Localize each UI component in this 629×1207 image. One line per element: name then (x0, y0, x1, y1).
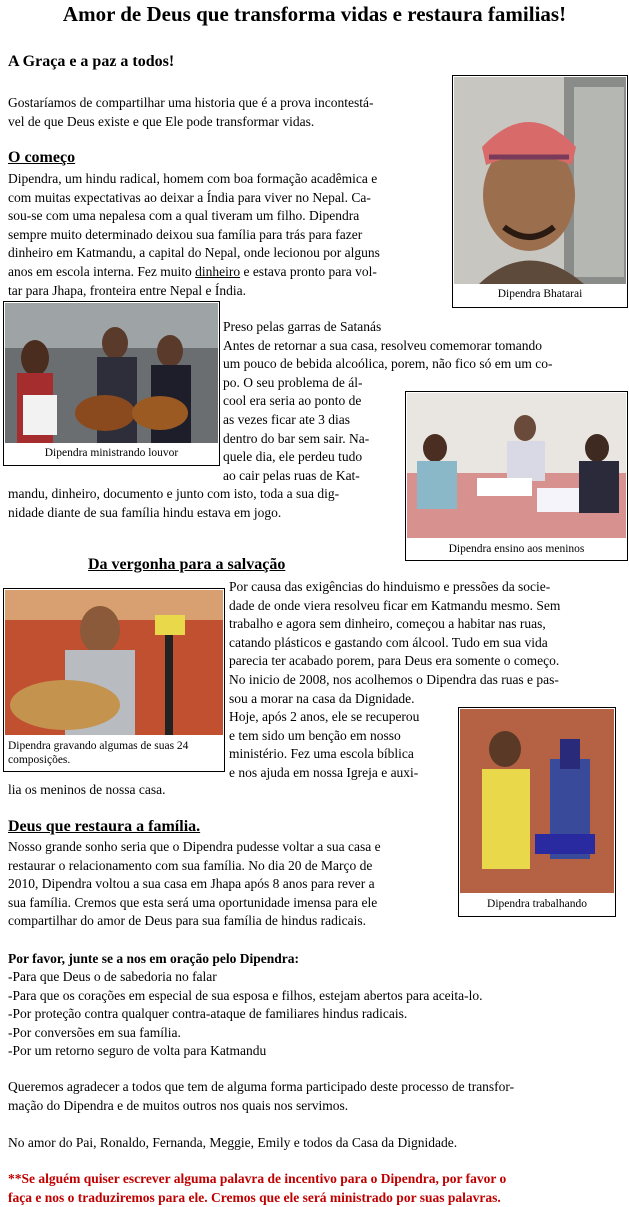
prayer-heading: Por favor, junte se a nos em oração pelo Dipendra: (8, 951, 299, 966)
list-item: -Para que Deus o de sabedoria no falar (8, 969, 217, 984)
encouragement-note: **Se alguém quiser escrever alguma palavra de incentivo para o Dipendra, por favor o faça e nos o traduziremos para ele. Cremos que ele será ministrado por suas palavras. (8, 1171, 507, 1205)
working-figure (458, 707, 616, 917)
recording-caption: Dipendra gravando algumas de suas 24 composições. (8, 740, 189, 766)
section2-paragraph-end: mandu, dinheiro, documento e junto com isto, toda a sua dig- nidade diante de sua família hindu estava em jogo. (8, 486, 340, 520)
list-item: -Por proteção contra qualquer contra-ataque de familiares hindus radicais. (8, 1006, 408, 1022)
worship-figure (3, 301, 220, 466)
section3-paragraph-end: lia os meninos de nossa casa. (8, 782, 166, 797)
section4-paragraph: Nosso grande sonho seria que o Dipendra pudesse voltar a sua casa e restaurar o relacionamento com sua família. No dia 20 de Março de 2010, Dipendra voltou a sua casa em Jhapa após 8 anos para rever a sua família. Cremos que esta será uma oportunidade imensa para ele compartilhar do amor de Deus para sua família de hindus radicais. (8, 839, 381, 929)
teaching-photo (407, 393, 626, 538)
list-item: -Para que os corações em especial de sua esposa e filhos, estejam abertos para aceita-lo. (8, 987, 483, 1003)
portrait-photo (454, 77, 626, 284)
thanks-paragraph: Queremos agradecer a todos que tem de alguma forma participado deste processo de transfor- mação do Dipendra e de muitos outros nos quais nos servimos. (8, 1079, 515, 1113)
greeting-heading: A Graça e a paz a todos! (8, 53, 175, 70)
portrait-caption: Dipendra Bhatarai (497, 288, 583, 300)
list-item: -Por conversões em sua família. (8, 1024, 181, 1040)
teaching-figure (405, 391, 628, 561)
working-photo (460, 709, 614, 893)
working-caption: Dipendra trabalhando (487, 898, 587, 910)
worship-caption: Dipendra ministrando louvor (44, 447, 179, 459)
teaching-caption: Dipendra ensino aos meninos (448, 543, 585, 555)
section-heading-restaura: Deus que restaura a família. (8, 818, 201, 835)
recording-photo (5, 590, 223, 735)
section-heading-vergonha: Da vergonha para a salvação (88, 556, 286, 573)
section1-paragraph: Dipendra, um hindu radical, homem com boa formação acadêmica e com muitas expectativas ao deixar a Índia para viver no Nepal. Ca- sou-se com uma nepalesa com a qual tiveram um filho. Dipendra sempre muito determinado deixou sua família para trás para fazer dinheiro em Katmandu, a capital do Nepal, onde lecionou por alguns anos em escola interna. Fez muito dinheiro e estava pronto para vol- tar para Jhapa, fronteira entre Nepal e Índia. (8, 171, 380, 298)
prayer-list (8, 968, 483, 1061)
intro-paragraph: Gostaríamos de compartilhar uma historia que é a prova incontestá- vel de que Deus existe e que Ele pode transformar vidas. (8, 95, 374, 129)
page-title: Amor de Deus que transforma vidas e restaura familias! (62, 2, 567, 26)
section-heading-o-comeco: O começo (8, 149, 76, 166)
list-item: -Por um retorno seguro de volta para Katmandu (8, 1043, 267, 1059)
worship-photo (5, 303, 218, 443)
portrait-figure (452, 75, 628, 308)
signature: No amor do Pai, Ronaldo, Fernanda, Meggie, Emily e todos da Casa da Dignidade. (8, 1135, 458, 1150)
section3-paragraph: Por causa das exigências do hinduismo e pressões da socie- dade de onde viera resolveu ficar em Katmandu mesmo. Sem trabalho e agora sem dinheiro, começou a habitar nas ruas, catando plásticos e gastando com álcool. Tudo em sua vida parecia ter acabado porem, para Deus era somente o começo. No inicio de 2008, nos acolhemos o Dipendra das ruas e pas- sou a morar na casa da Dignidade. Hoje, após 2 anos, ele se recuperou e tem sido um benção em nosso ministério. Fez uma escola bíblica e nos ajuda em nossa Igreja e auxi- (229, 579, 561, 780)
recording-figure (3, 588, 225, 772)
section2-paragraph: Preso pelas garras de Satanás Antes de retornar a sua casa, resolveu comemorar tomando um pouco de bebida alcoólica, porem, não fico só em um co- po. O seu problema de ál- cool era seria ao ponto de as vezes ficar ate 3 dias dentro do bar sem sair. Na- quele dia, ele perdeu tudo ao cair pelas ruas de Kat- (223, 319, 553, 483)
